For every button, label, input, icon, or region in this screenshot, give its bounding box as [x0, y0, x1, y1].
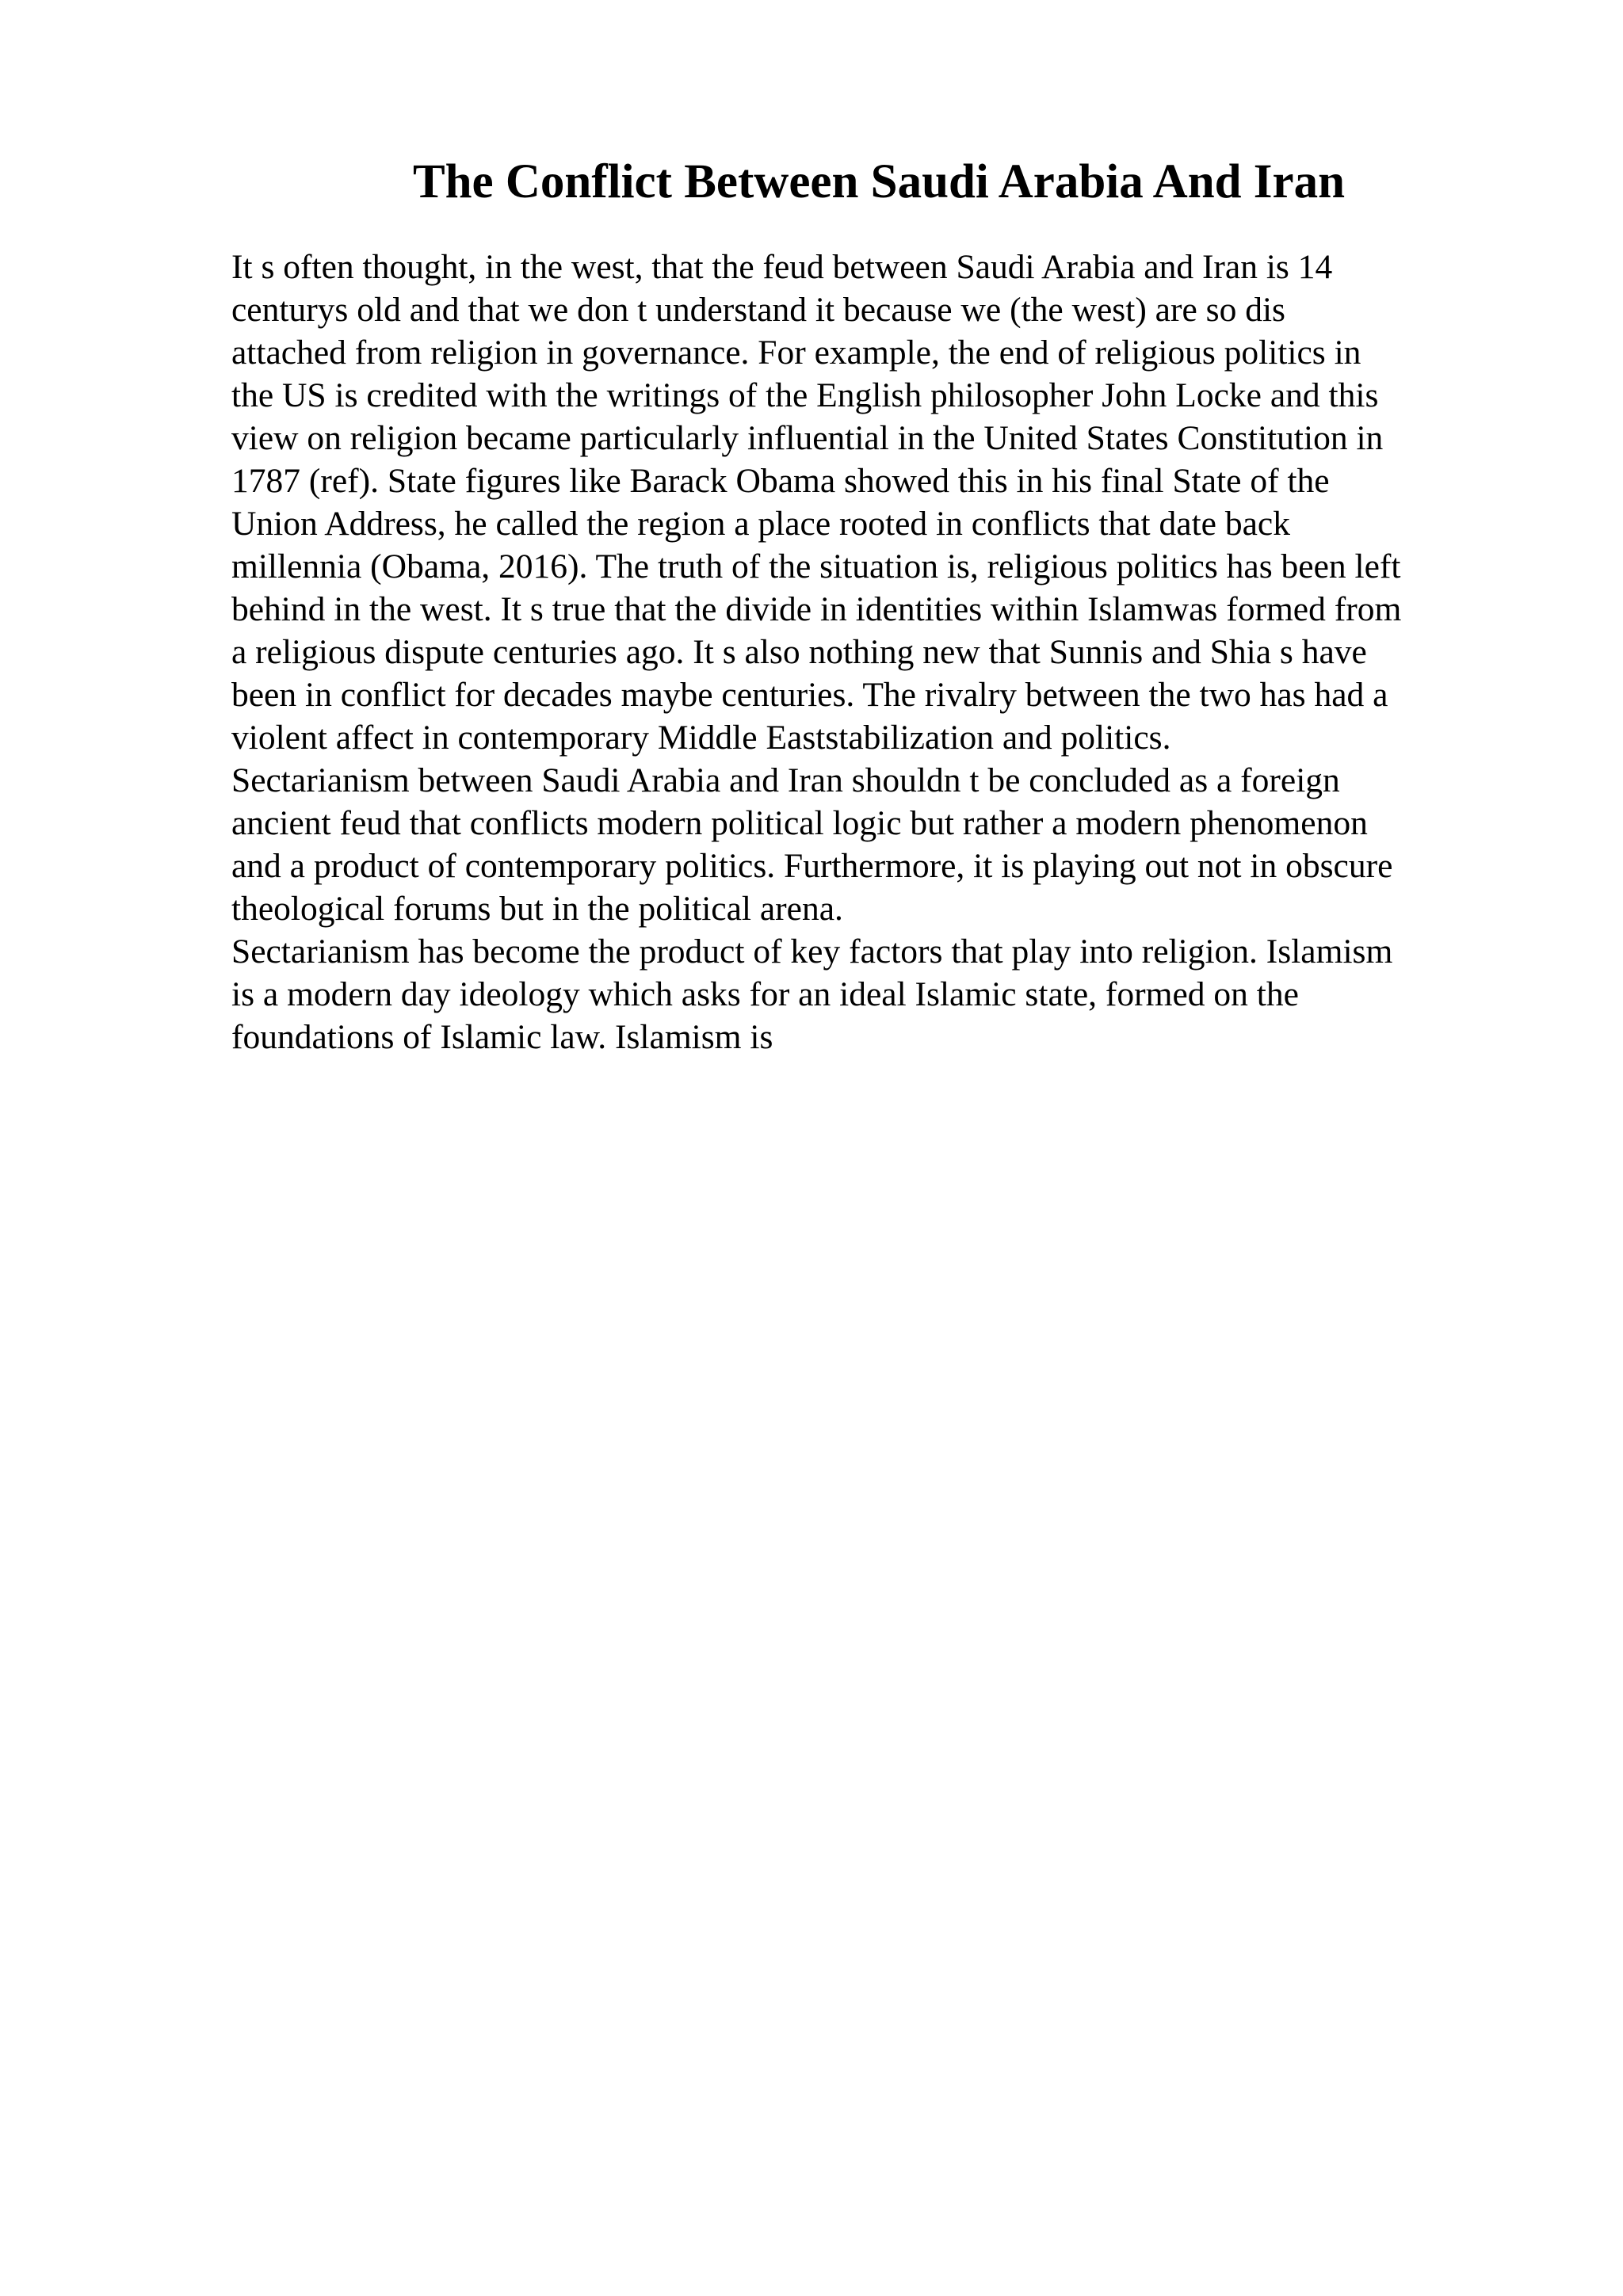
- text-line: a religious dispute centuries ago. It s also nothing new that Sunnis and Shia s have: [231, 633, 1367, 671]
- text-line: It s often thought, in the west, that the feud between Saudi Arabia and Iran is 14: [231, 248, 1333, 286]
- text-line: attached from religion in governance. For example, the end of religious politics in: [231, 334, 1361, 372]
- paragraph-2: [231, 759, 1499, 930]
- paragraph-3: [231, 930, 1499, 1058]
- text-line: violent affect in contemporary Middle Eaststabilization and politics.: [231, 719, 1171, 757]
- text-line: behind in the west. It s true that the divide in identities within Islamwas formed from: [231, 590, 1402, 628]
- text-line: and a product of contemporary politics. Furthermore, it is playing out not in obscure: [231, 847, 1393, 885]
- text-line: 1787 (ref). State figures like Barack Obama showed this in his final State of the: [231, 462, 1330, 500]
- text-line: Sectarianism has become the product of key factors that play into religion. Islamism: [231, 933, 1393, 971]
- text-line: view on religion became particularly influential in the United States Constitution in: [231, 419, 1384, 457]
- text-line: Sectarianism between Saudi Arabia and Iran shouldn t be concluded as a foreign: [231, 761, 1340, 799]
- paragraph-1: [231, 246, 1499, 759]
- text-line: foundations of Islamic law. Islamism is: [231, 1018, 773, 1056]
- text-line: millennia (Obama, 2016). The truth of the situation is, religious politics has been left: [231, 547, 1401, 585]
- text-line: ancient feud that conflicts modern political logic but rather a modern phenomenon: [231, 804, 1368, 842]
- document-body: [231, 246, 1499, 1058]
- text-line: centurys old and that we don t understand it because we (the west) are so dis: [231, 291, 1285, 329]
- text-line: the US is credited with the writings of the English philosopher John Locke and this: [231, 376, 1379, 414]
- text-line: is a modern day ideology which asks for an ideal Islamic state, formed on the: [231, 975, 1299, 1013]
- document-title: The Conflict Between Saudi Arabia And Iran: [412, 155, 1346, 208]
- text-line: Union Address, he called the region a place rooted in conflicts that date back: [231, 505, 1290, 543]
- text-line: theological forums but in the political arena.: [231, 890, 843, 928]
- text-line: been in conflict for decades maybe centuries. The rivalry between the two has had a: [231, 676, 1388, 714]
